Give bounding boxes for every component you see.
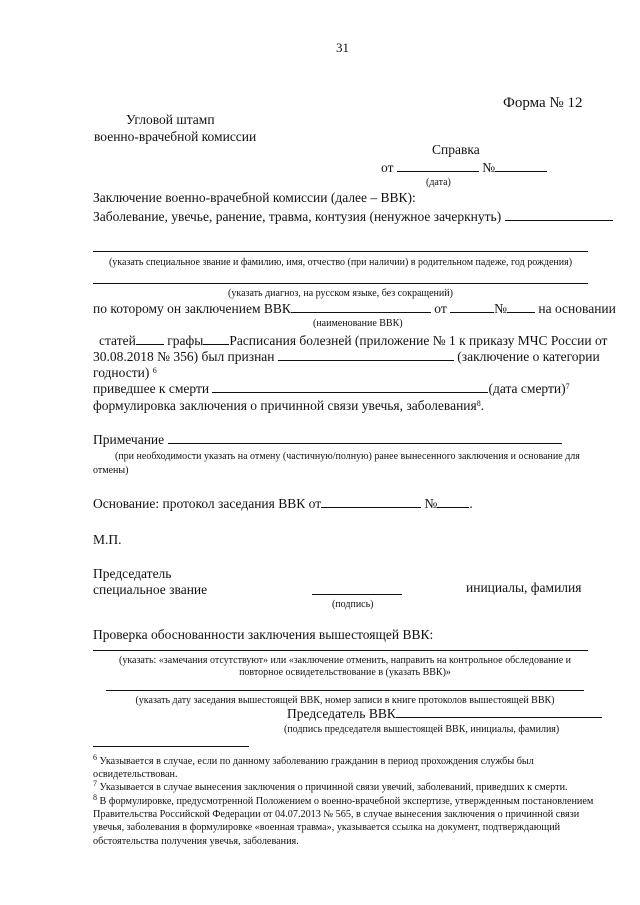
footnote-7: [93, 781, 596, 794]
by-which-from-label: от: [434, 301, 447, 316]
footnote-7-text: Указывается в случае вынесения заключения о причинной связи увечий, заболеваний, приведших к смерти.: [99, 782, 568, 793]
check-field-line[interactable]: [93, 650, 588, 651]
hint-check-text: (указать: «замечания отсутствуют» или «заключение отменить, направить на контрольное обследование и повторное освидетельствование в (указать ВВК)»: [118, 655, 572, 678]
page-number: 31: [336, 40, 349, 55]
disease-label: Заболевание, увечье, ранение, травма, контузия (ненужное зачеркнуть): [93, 209, 502, 224]
led-to-death-label: приведшее к смерти: [93, 381, 210, 396]
by-which-label: по которому он заключением ВВК: [93, 301, 291, 316]
higher-chairman-line: [287, 706, 602, 722]
diagnosis-field-line[interactable]: [93, 283, 588, 284]
document-title: Справка: [432, 142, 480, 157]
form-number: Форма № 12: [503, 95, 583, 111]
footnote-separator: [93, 746, 249, 747]
basis-date-field[interactable]: [321, 496, 421, 508]
fitness-label: годности): [93, 365, 150, 380]
footnote-6: [93, 755, 596, 781]
check-heading: Проверка обоснованности заключения вышестоящей ВВК:: [93, 627, 434, 642]
by-which-basis-label: на основании: [538, 301, 616, 316]
wording-label: формулировка заключения о причинной связи увечья, заболевания: [93, 398, 477, 413]
stamp-line-2: военно-врачебной комиссии: [94, 129, 257, 144]
articles-label: статей: [99, 333, 136, 348]
hint-note: [93, 450, 593, 478]
hint-name: (указать специальное звание и фамилию, имя, отчество (при наличии) в родительном падеже, год рождения): [108, 257, 573, 268]
by-which-line: [93, 301, 616, 317]
footnote-7-mark: 7: [93, 779, 97, 788]
category-hint-label: (заключение о категории: [457, 349, 600, 364]
signature-hint: (подпись): [332, 599, 374, 610]
articles-field[interactable]: [136, 333, 164, 345]
hint-higher-sign: (подпись председателя вышестоящей ВВК, инициалы, фамилия): [284, 724, 560, 735]
hint-diagnosis: (указать диагноз, на русском языке, без сокращений): [228, 288, 453, 299]
recognized-label: 30.08.2018 № 356) был признан: [93, 349, 275, 364]
note-label: Примечание: [93, 432, 165, 447]
chairman-label: Председатель: [93, 566, 172, 581]
seal-label: М.П.: [93, 532, 122, 547]
note-line: [93, 432, 562, 448]
date-field[interactable]: [397, 160, 479, 172]
higher-field-line[interactable]: [106, 690, 584, 691]
footnote-ref-6[interactable]: 6: [152, 366, 157, 375]
name-field-line[interactable]: [93, 251, 588, 252]
date-number-line: [381, 160, 547, 176]
death-cause-field[interactable]: [212, 381, 488, 393]
basis-no-label: №: [424, 496, 438, 511]
disease-line: [93, 209, 613, 225]
articles-line-2: [93, 349, 600, 365]
schedule-label: Расписания болезней (приложение № 1 к приказу МЧС России от: [229, 333, 608, 348]
number-label: №: [482, 160, 496, 175]
disease-field[interactable]: [505, 209, 613, 221]
date-hint: (дата): [426, 177, 451, 188]
by-which-date-field[interactable]: [450, 301, 494, 313]
category-field[interactable]: [278, 349, 454, 361]
number-field[interactable]: [495, 160, 547, 172]
footnote-8-mark: 8: [93, 793, 97, 802]
death-line: [93, 381, 570, 397]
by-which-no-label: №: [494, 301, 507, 316]
fitness-line: [93, 365, 157, 381]
higher-chairman-label: Председатель ВВК: [287, 706, 396, 721]
higher-chairman-field[interactable]: [396, 706, 602, 718]
articles-line-1: [99, 333, 607, 349]
footnote-ref-7[interactable]: 7: [565, 382, 570, 391]
conclusion-heading: Заключение военно-врачебной комиссии (далее – ВВК):: [93, 190, 416, 205]
by-which-number-field[interactable]: [507, 301, 535, 313]
footnote-8: [93, 795, 596, 848]
special-rank-label: специальное звание: [93, 582, 208, 597]
basis-line: Основание: протокол заседания ВВК от № .: [93, 496, 473, 511]
death-date-label: (дата смерти): [488, 381, 566, 396]
date-from-label: от: [381, 160, 394, 175]
basis-label: Основание: протокол заседания ВВК от: [93, 496, 322, 511]
stamp-line-1: Угловой штамп: [126, 112, 215, 127]
hint-higher: (указать дату заседания вышестоящей ВВК, номер записи в книге протоколов вышестоящей ВВК): [135, 695, 555, 706]
footnote-8-text: В формулировке, предусмотренной Положением о военно-врачебной экспертизе, утвержденным постановлением Правительства Российской Федерации от 04.07.2013 № 565, в случае вынесения заключения о причинной связи увечья, заболевания в формулировке «военная травма», указывается ссылка на документ, подтверждающий обстоятельства получения увечья, заболевания.: [93, 796, 594, 847]
chairman-signature-line[interactable]: [312, 594, 402, 595]
footnote-ref-8[interactable]: 8: [476, 399, 481, 408]
columns-label: графы: [167, 333, 204, 348]
hint-vvk-name: (наименование ВВК): [313, 318, 403, 329]
columns-field[interactable]: [203, 333, 229, 345]
footnote-6-mark: 6: [93, 753, 97, 762]
note-field[interactable]: [168, 432, 562, 444]
hint-check: [100, 655, 590, 679]
hint-note-text: (при необходимости указать на отмену (частичную/полную) ранее вынесенного заключения и основание для отмены): [93, 451, 580, 476]
initials-label: инициалы, фамилия: [466, 580, 582, 595]
footnote-6-text: Указывается в случае, если по данному заболеванию гражданин в период прохождения службы был освидетельствован.: [93, 756, 534, 781]
basis-number-field[interactable]: [437, 496, 469, 508]
vvk-name-field[interactable]: [291, 301, 431, 313]
wording-line: формулировка заключения о причинной связи увечья, заболевания$^8$.: [93, 398, 485, 413]
